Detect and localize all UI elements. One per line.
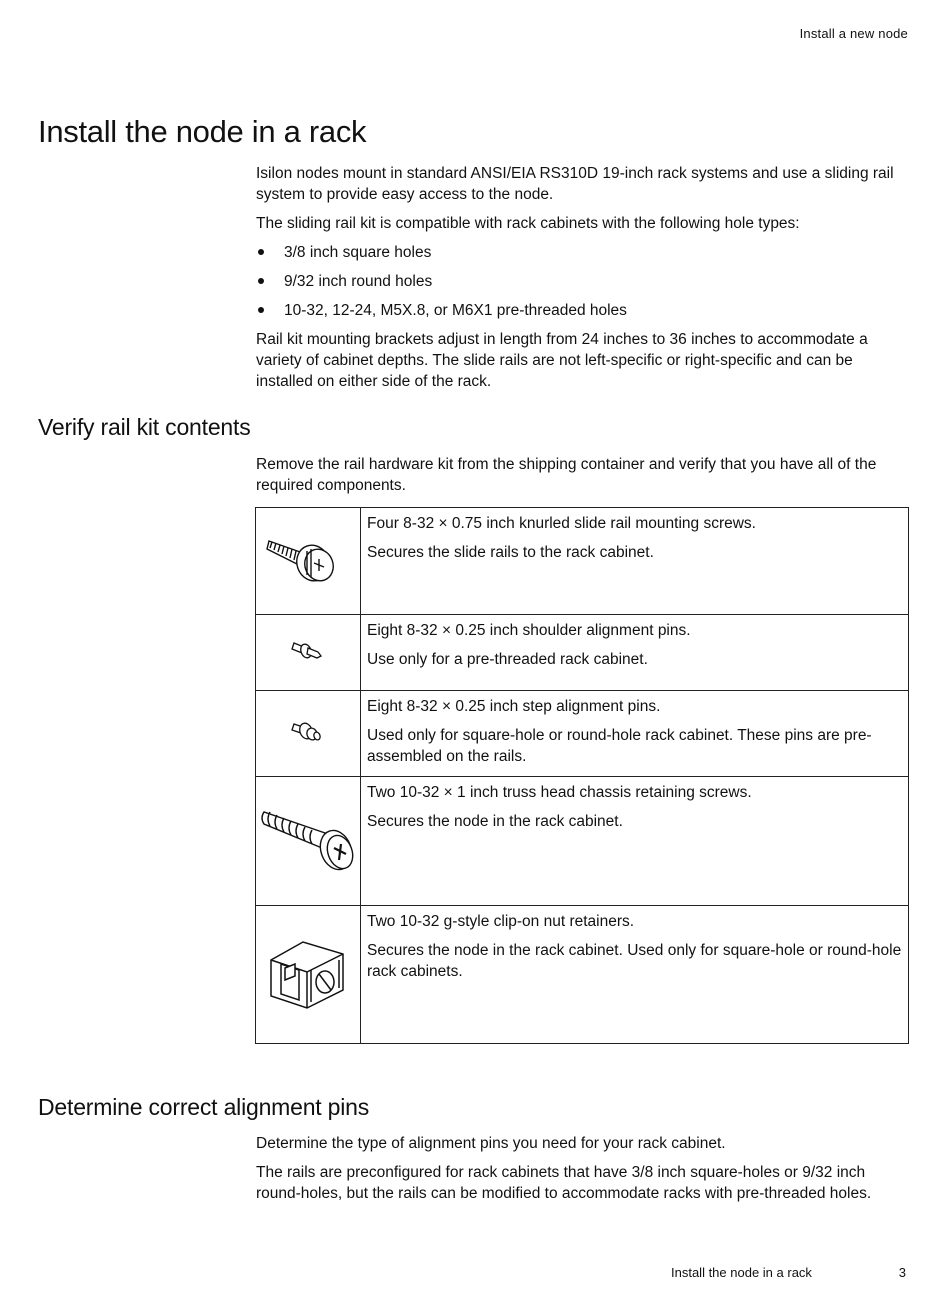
alignment-intro: Determine the type of alignment pins you need for your rack cabinet. bbox=[256, 1135, 726, 1152]
component-usage: Secures the node in the rack cabinet. bbox=[367, 813, 623, 830]
table-cell-image bbox=[256, 508, 361, 615]
footer-title: Install the node in a rack bbox=[671, 1265, 812, 1280]
component-usage: Secures the slide rails to the rack cabinet. bbox=[367, 544, 654, 561]
table-cell-image bbox=[256, 615, 361, 691]
component-name: Eight 8-32 × 0.25 inch step alignment pins. bbox=[367, 698, 661, 715]
compat-paragraph: The sliding rail kit is compatible with rack cabinets with the following hole types: bbox=[256, 215, 800, 232]
step-pin-icon bbox=[288, 716, 328, 746]
alignment-detail: The rails are preconfigured for rack cabinets that have 3/8 inch square-holes or 9/32 inch round-holes, but the rails can be modified to accommodate racks with pre-threaded holes. bbox=[256, 1164, 872, 1202]
component-usage: Secures the node in the rack cabinet. Used only for square-hole or round-hole rack cabinets. bbox=[367, 942, 902, 980]
page-title: Install the node in a rack bbox=[38, 114, 367, 149]
list-item: 10-32, 12-24, M5X.8, or M6X1 pre-threaded holes bbox=[256, 300, 910, 321]
component-name: Four 8-32 × 0.75 inch knurled slide rail mounting screws. bbox=[367, 515, 756, 532]
component-name: Two 10-32 × 1 inch truss head chassis retaining screws. bbox=[367, 784, 752, 801]
table-cell-description bbox=[361, 777, 909, 906]
table-cell-image bbox=[256, 777, 361, 906]
table-row bbox=[256, 615, 909, 691]
truss-screw-icon bbox=[258, 798, 358, 878]
verify-intro: Remove the rail hardware kit from the shipping container and verify that you have all of the required components. bbox=[256, 456, 877, 494]
table-cell-description bbox=[361, 691, 909, 777]
component-usage: Use only for a pre-threaded rack cabinet. bbox=[367, 651, 648, 668]
rail-kit-table bbox=[255, 507, 909, 1044]
list-item: 3/8 inch square holes bbox=[256, 242, 910, 263]
table-cell-image bbox=[256, 691, 361, 777]
running-header: Install a new node bbox=[799, 26, 908, 41]
table-row bbox=[256, 777, 909, 906]
clip-nut-icon bbox=[263, 930, 353, 1014]
intro-paragraph: Isilon nodes mount in standard ANSI/EIA RS310D 19-inch rack systems and use a sliding rail system to provide easy access to the node. bbox=[256, 165, 894, 203]
alignment-heading: Determine correct alignment pins bbox=[38, 1094, 370, 1120]
intro-block bbox=[256, 163, 910, 400]
table-cell-image bbox=[256, 906, 361, 1044]
verify-intro-block bbox=[256, 454, 910, 504]
table-cell-description bbox=[361, 615, 909, 691]
table-row bbox=[256, 906, 909, 1044]
component-usage: Used only for square-hole or round-hole rack cabinet. These pins are pre-assembled on the rails. bbox=[367, 727, 872, 765]
component-name: Two 10-32 g-style clip-on nut retainers. bbox=[367, 913, 635, 930]
table-cell-description bbox=[361, 508, 909, 615]
list-item: 9/32 inch round holes bbox=[256, 271, 910, 292]
hole-type-list bbox=[256, 242, 910, 321]
brackets-paragraph: Rail kit mounting brackets adjust in length from 24 inches to 36 inches to accommodate a variety of cabinet depths. The slide rails are not left-specific or right-specific and can be installed on either side of the rack. bbox=[256, 331, 868, 390]
component-name: Eight 8-32 × 0.25 inch shoulder alignment pins. bbox=[367, 622, 691, 639]
table-row bbox=[256, 691, 909, 777]
alignment-block bbox=[256, 1133, 910, 1212]
table-row bbox=[256, 508, 909, 615]
shoulder-pin-icon bbox=[288, 635, 328, 665]
knurled-screw-icon bbox=[263, 523, 353, 593]
page-number: 3 bbox=[898, 1265, 906, 1280]
table-cell-description bbox=[361, 906, 909, 1044]
verify-heading: Verify rail kit contents bbox=[38, 414, 251, 440]
